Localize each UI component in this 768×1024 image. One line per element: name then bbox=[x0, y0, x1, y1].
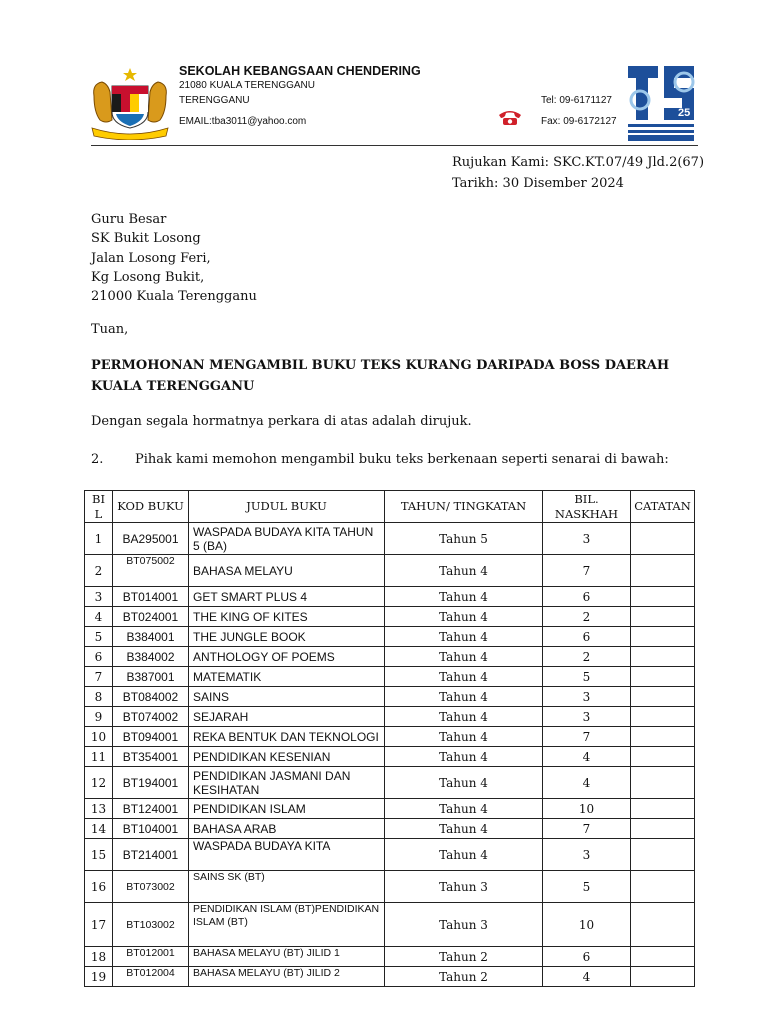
cell-judul: PENDIDIKAN ISLAM (BT)PENDIDIKAN ISLAM (BT) bbox=[189, 903, 385, 947]
cell-naskhah: 3 bbox=[543, 839, 631, 871]
recipient-line: 21000 Kuala Terengganu bbox=[91, 289, 257, 305]
table-row bbox=[85, 839, 695, 871]
school-address-line1: 21080 KUALA TERENGGANU bbox=[179, 80, 315, 91]
cell-judul: SAINS SK (BT) bbox=[189, 871, 385, 903]
cell-kod: BT094001 bbox=[113, 727, 189, 747]
table-row bbox=[85, 747, 695, 767]
cell-naskhah: 3 bbox=[543, 687, 631, 707]
paragraph-text: Pihak kami memohon mengambil buku teks berkenaan seperti senarai di bawah: bbox=[135, 452, 669, 467]
cell-tahun: Tahun 4 bbox=[385, 767, 543, 799]
malaysia-coat-of-arms-logo bbox=[88, 66, 172, 140]
school-tel: Tel: 09-6171127 bbox=[541, 95, 612, 106]
cell-judul: WASPADA BUDAYA KITA TAHUN 5 (BA) bbox=[189, 523, 385, 555]
cell-catatan bbox=[631, 819, 695, 839]
cell-tahun: Tahun 3 bbox=[385, 871, 543, 903]
cell-judul: PENDIDIKAN JASMANI DAN KESIHATAN bbox=[189, 767, 385, 799]
logo-number: 25 bbox=[678, 107, 691, 119]
cell-judul: BAHASA ARAB bbox=[189, 819, 385, 839]
cell-kod: BT354001 bbox=[113, 747, 189, 767]
cell-naskhah: 10 bbox=[543, 799, 631, 819]
book-list-table bbox=[84, 490, 695, 987]
cell-catatan bbox=[631, 667, 695, 687]
cell-tahun: Tahun 4 bbox=[385, 819, 543, 839]
paragraph-1: Dengan segala hormatnya perkara di atas adalah dirujuk. bbox=[91, 414, 472, 429]
letterhead-divider bbox=[91, 145, 698, 146]
table-row bbox=[85, 587, 695, 607]
cell-naskhah: 4 bbox=[543, 747, 631, 767]
cell-no: 3 bbox=[85, 587, 113, 607]
cell-kod: BT084002 bbox=[113, 687, 189, 707]
table-row bbox=[85, 903, 695, 947]
cell-naskhah: 3 bbox=[543, 523, 631, 555]
cell-tahun: Tahun 4 bbox=[385, 727, 543, 747]
cell-no: 6 bbox=[85, 647, 113, 667]
school-email: EMAIL:tba3011@yahoo.com bbox=[179, 116, 307, 127]
recipient-line: Guru Besar bbox=[91, 212, 167, 227]
school-fax: Fax: 09-6172127 bbox=[541, 116, 617, 127]
cell-naskhah: 6 bbox=[543, 627, 631, 647]
cell-catatan bbox=[631, 607, 695, 627]
cell-judul: SEJARAH bbox=[189, 707, 385, 727]
cell-judul: THE KING OF KITES bbox=[189, 607, 385, 627]
cell-judul: MATEMATIK bbox=[189, 667, 385, 687]
cell-catatan bbox=[631, 967, 695, 987]
cell-naskhah: 7 bbox=[543, 555, 631, 587]
cell-tahun: Tahun 4 bbox=[385, 627, 543, 647]
table-row bbox=[85, 947, 695, 967]
table-row bbox=[85, 967, 695, 987]
reference-block bbox=[452, 152, 704, 194]
cell-no: 9 bbox=[85, 707, 113, 727]
header-judul-buku: JUDUL BUKU bbox=[189, 491, 385, 523]
table-row bbox=[85, 627, 695, 647]
cell-judul: GET SMART PLUS 4 bbox=[189, 587, 385, 607]
cell-catatan bbox=[631, 903, 695, 947]
cell-tahun: Tahun 4 bbox=[385, 687, 543, 707]
cell-no: 19 bbox=[85, 967, 113, 987]
cell-no: 10 bbox=[85, 727, 113, 747]
cell-kod: BT194001 bbox=[113, 767, 189, 799]
table-header-row bbox=[85, 491, 695, 523]
recipient-line: Kg Losong Bukit, bbox=[91, 269, 205, 285]
school-address-line2: TERENGGANU bbox=[179, 95, 250, 106]
cell-judul: PENDIDIKAN KESENIAN bbox=[189, 747, 385, 767]
cell-catatan bbox=[631, 555, 695, 587]
cell-tahun: Tahun 4 bbox=[385, 647, 543, 667]
cell-kod: B384002 bbox=[113, 647, 189, 667]
cell-tahun: Tahun 2 bbox=[385, 947, 543, 967]
table-row bbox=[85, 687, 695, 707]
ts25-logo bbox=[624, 60, 698, 142]
cell-judul: PENDIDIKAN ISLAM bbox=[189, 799, 385, 819]
cell-kod: B384001 bbox=[113, 627, 189, 647]
cell-tahun: Tahun 2 bbox=[385, 967, 543, 987]
cell-naskhah: 3 bbox=[543, 707, 631, 727]
header-tahun-tingkatan: TAHUN/ TINGKATAN bbox=[385, 491, 543, 523]
cell-naskhah: 7 bbox=[543, 819, 631, 839]
telephone-icon bbox=[497, 107, 523, 127]
cell-catatan bbox=[631, 839, 695, 871]
cell-naskhah: 4 bbox=[543, 967, 631, 987]
cell-no: 2 bbox=[85, 555, 113, 587]
cell-catatan bbox=[631, 947, 695, 967]
cell-catatan bbox=[631, 687, 695, 707]
cell-kod: B387001 bbox=[113, 667, 189, 687]
school-name: SEKOLAH KEBANGSAAN CHENDERING bbox=[179, 64, 421, 78]
cell-tahun: Tahun 5 bbox=[385, 523, 543, 555]
cell-kod: BT075002 bbox=[113, 555, 189, 587]
table-row bbox=[85, 727, 695, 747]
cell-naskhah: 7 bbox=[543, 727, 631, 747]
recipient-line: Jalan Losong Feri, bbox=[91, 250, 211, 266]
letter-subject: PERMOHONAN MENGAMBIL BUKU TEKS KURANG DARIPADA BOSS DAERAH KUALA TERENGGANU bbox=[91, 358, 670, 394]
table-row bbox=[85, 871, 695, 903]
reference-number: Rujukan Kami: SKC.KT.07/49 Jld.2(67) bbox=[452, 155, 705, 170]
table-row bbox=[85, 707, 695, 727]
cell-no: 5 bbox=[85, 627, 113, 647]
table-row bbox=[85, 799, 695, 819]
cell-tahun: Tahun 4 bbox=[385, 799, 543, 819]
cell-kod: BT104001 bbox=[113, 819, 189, 839]
cell-catatan bbox=[631, 627, 695, 647]
cell-no: 7 bbox=[85, 667, 113, 687]
cell-judul: ANTHOLOGY OF POEMS bbox=[189, 647, 385, 667]
cell-tahun: Tahun 4 bbox=[385, 707, 543, 727]
cell-tahun: Tahun 4 bbox=[385, 607, 543, 627]
table-row bbox=[85, 607, 695, 627]
cell-naskhah: 5 bbox=[543, 871, 631, 903]
table-row bbox=[85, 667, 695, 687]
cell-no: 14 bbox=[85, 819, 113, 839]
cell-no: 11 bbox=[85, 747, 113, 767]
cell-kod: BT074002 bbox=[113, 707, 189, 727]
cell-judul: BAHASA MELAYU bbox=[189, 555, 385, 587]
cell-kod: BT103002 bbox=[113, 903, 189, 947]
cell-judul: BAHASA MELAYU (BT) JILID 1 bbox=[189, 947, 385, 967]
cell-catatan bbox=[631, 767, 695, 799]
header-catatan: CATATAN bbox=[631, 491, 695, 523]
cell-judul: BAHASA MELAYU (BT) JILID 2 bbox=[189, 967, 385, 987]
cell-catatan bbox=[631, 523, 695, 555]
cell-naskhah: 5 bbox=[543, 667, 631, 687]
cell-kod: BT214001 bbox=[113, 839, 189, 871]
cell-no: 12 bbox=[85, 767, 113, 799]
cell-no: 16 bbox=[85, 871, 113, 903]
cell-tahun: Tahun 3 bbox=[385, 903, 543, 947]
table-row bbox=[85, 647, 695, 667]
cell-judul: WASPADA BUDAYA KITA bbox=[189, 839, 385, 871]
cell-tahun: Tahun 4 bbox=[385, 667, 543, 687]
cell-judul: SAINS bbox=[189, 687, 385, 707]
letter-date: Tarikh: 30 Disember 2024 bbox=[452, 176, 624, 191]
table-row bbox=[85, 767, 695, 799]
cell-catatan bbox=[631, 871, 695, 903]
cell-no: 17 bbox=[85, 903, 113, 947]
cell-naskhah: 10 bbox=[543, 903, 631, 947]
cell-no: 18 bbox=[85, 947, 113, 967]
cell-no: 1 bbox=[85, 523, 113, 555]
cell-naskhah: 6 bbox=[543, 947, 631, 967]
cell-catatan bbox=[631, 747, 695, 767]
cell-no: 4 bbox=[85, 607, 113, 627]
cell-judul: THE JUNGLE BOOK bbox=[189, 627, 385, 647]
cell-tahun: Tahun 4 bbox=[385, 747, 543, 767]
cell-catatan bbox=[631, 727, 695, 747]
cell-kod: BT012004 bbox=[113, 967, 189, 987]
recipient-line: SK Bukit Losong bbox=[91, 231, 201, 247]
cell-naskhah: 6 bbox=[543, 587, 631, 607]
cell-kod: BT073002 bbox=[113, 871, 189, 903]
cell-catatan bbox=[631, 799, 695, 819]
cell-naskhah: 2 bbox=[543, 647, 631, 667]
cell-no: 13 bbox=[85, 799, 113, 819]
table-row bbox=[85, 555, 695, 587]
cell-kod: BT124001 bbox=[113, 799, 189, 819]
cell-kod: BT014001 bbox=[113, 587, 189, 607]
cell-catatan bbox=[631, 707, 695, 727]
cell-no: 15 bbox=[85, 839, 113, 871]
cell-kod: BT012001 bbox=[113, 947, 189, 967]
cell-kod: BT024001 bbox=[113, 607, 189, 627]
cell-naskhah: 4 bbox=[543, 767, 631, 799]
cell-no: 8 bbox=[85, 687, 113, 707]
header-bil: BI L bbox=[85, 491, 113, 523]
paragraph-number: 2. bbox=[91, 452, 104, 467]
cell-naskhah: 2 bbox=[543, 607, 631, 627]
cell-tahun: Tahun 4 bbox=[385, 587, 543, 607]
table-row bbox=[85, 819, 695, 839]
header-kod-buku: KOD BUKU bbox=[113, 491, 189, 523]
cell-kod: BA295001 bbox=[113, 523, 189, 555]
cell-tahun: Tahun 4 bbox=[385, 839, 543, 871]
cell-catatan bbox=[631, 587, 695, 607]
salutation: Tuan, bbox=[91, 322, 129, 337]
recipient-address bbox=[91, 210, 257, 306]
cell-judul: REKA BENTUK DAN TEKNOLOGI bbox=[189, 727, 385, 747]
table-row bbox=[85, 523, 695, 555]
header-bil-naskhah: BIL. NASKHAH bbox=[543, 491, 631, 523]
cell-catatan bbox=[631, 647, 695, 667]
cell-tahun: Tahun 4 bbox=[385, 555, 543, 587]
